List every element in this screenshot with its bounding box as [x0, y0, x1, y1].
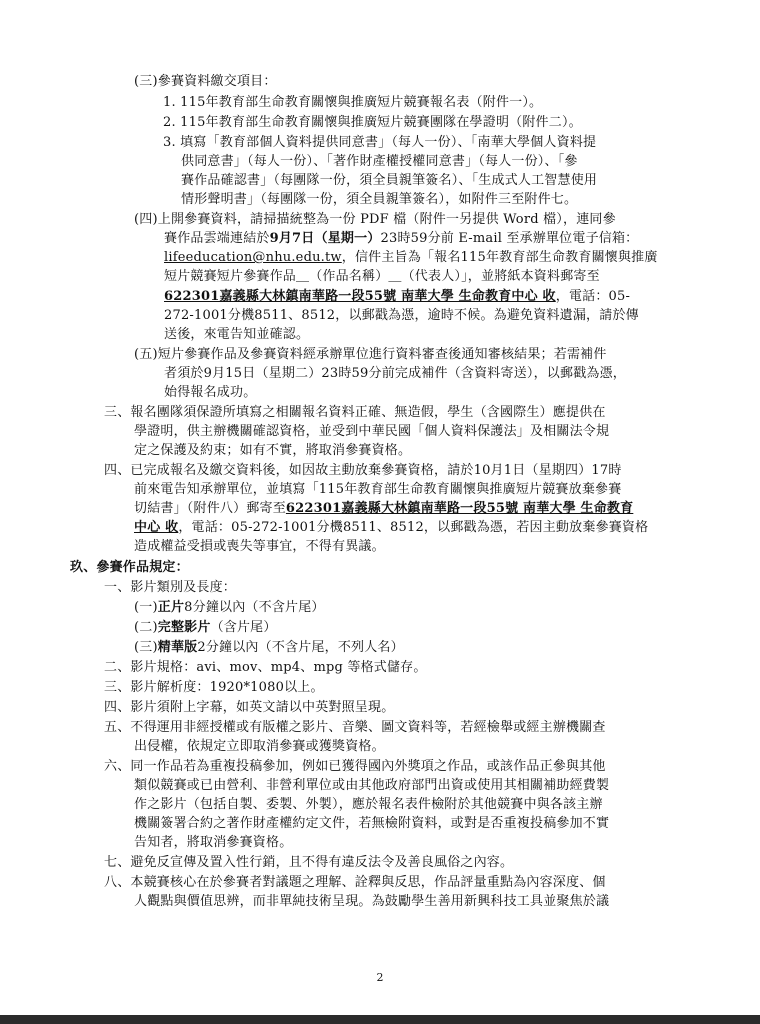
text-line: [134, 519, 648, 536]
text-run: ，電話：05-: [555, 289, 631, 304]
text-line: [163, 134, 596, 151]
text-run: ，電話：05-272-1001分機8511、8512，以郵戳為憑，若因主動放棄參賽資格: [178, 520, 649, 535]
text-run: ，信件主旨為「報名115年教育部生命教育關懷與推廣: [341, 250, 658, 265]
text-line: [104, 404, 606, 421]
text-line: [134, 442, 411, 459]
text-run: (五)短片參賽作品及參賽資料經承辦單位進行資料審查後通知審核結果；若需補件: [134, 347, 607, 362]
text-line: [104, 679, 324, 696]
text-run: 2. 115年教育部生命教育關懷與推廣短片競賽團隊在學證明（附件二）。: [163, 115, 582, 130]
text-run: 9月7日（星期一）: [269, 231, 381, 246]
text-run: 類似競賽或已由營利、非營利單位或由其他政府部門出資或使用其相關補助經費製: [134, 778, 610, 793]
text-line: [134, 796, 603, 813]
text-run: 五、不得運用非經授權或有版權之影片、音樂、圖文資料等，若經檢舉或經主辦機關查: [104, 720, 606, 735]
text-run: 622301嘉義縣大林鎮南華路一段55號 南華大學 生命教育中心 收: [164, 289, 556, 304]
text-run: (四)上開參賽資料，請掃描統整為一份 PDF 檔（附件一另提供 Word 檔），連同參: [134, 212, 616, 227]
text-run: (三)參賽資料繳交項目：: [134, 74, 277, 89]
text-run: 中心 收: [134, 520, 179, 535]
page-number: 2: [376, 971, 384, 984]
text-run: 機關簽署合約之著作財產權約定文件，若無檢附資料，或對是否重複投稿參加不實: [134, 816, 610, 831]
text-line: [134, 815, 609, 832]
text-line: [104, 758, 606, 775]
text-run: 四、已完成報名及繳交資料後，如因故主動放棄參賽資格，請於10月1日（星期四）17時: [104, 463, 622, 478]
text-line: [164, 384, 256, 401]
text-run: 告知者，將取消參賽資格。: [134, 835, 293, 850]
text-run: 送後，來電告知並確認。: [164, 327, 310, 342]
text-run: 3. 填寫「教育部個人資料提供同意書」（每人一份）、「南華大學個人資料提: [163, 135, 597, 150]
text-line: [181, 191, 577, 208]
text-run: 1. 115年教育部生命教育關懷與推廣短片競賽報名表（附件一）。: [163, 95, 543, 110]
text-run: 一、影片類別及長度：: [104, 580, 237, 595]
text-run: 23時59分前 E-mail 至承辦單位電子信箱：: [380, 231, 639, 246]
text-line: [164, 288, 630, 305]
text-line: [104, 699, 394, 716]
text-run: 四、影片須附上字幕，如英文請以中英對照呈現。: [104, 700, 395, 715]
text-line: [134, 619, 277, 636]
text-line: [134, 500, 633, 517]
text-run: (一): [134, 600, 158, 615]
text-run: 二、影片規格：avi、mov、mp4、mpg 等格式儲存。: [104, 660, 427, 675]
text-run: 出侵權，依規定立即取消參賽或獲獎資格。: [134, 739, 385, 754]
text-run: (二): [134, 620, 158, 635]
text-run: 前來電告知承辦單位，並填寫「115年教育部生命教育關懷與推廣短片競賽放棄參賽: [134, 482, 622, 497]
text-line: [134, 211, 616, 228]
text-run: 七、避免反宣傳及置入性行銷，且不得有違反法令及善良風俗之內容。: [104, 855, 514, 870]
text-line: [164, 307, 639, 324]
text-run: 短片競賽短片參賽作品＿（作品名稱）＿（代表人）」，並將紙本資料郵寄至: [164, 269, 600, 284]
text-line: [181, 153, 578, 170]
text-run: 六、同一作品若為重複投稿參加，例如已獲得國內外獎項之作品，或該作品正參與其他: [104, 759, 606, 774]
text-run: 者須於9月15日（星期二）23時59分前完成補件（含資料寄送），以郵戳為憑，: [164, 366, 626, 381]
text-line: [104, 854, 513, 871]
text-line: [134, 777, 609, 794]
text-line: [134, 481, 621, 498]
text-line: [164, 249, 658, 266]
text-line: [164, 268, 600, 285]
text-run: 精華版: [157, 640, 198, 655]
text-run: lifeeducation@nhu.edu.tw: [164, 250, 342, 265]
text-run: 供同意書」（每人一份）、「著作財產權授權同意書」（每人一份）、「參: [181, 154, 578, 169]
text-line: [134, 538, 385, 555]
text-run: （含片尾）: [210, 620, 277, 635]
text-line: [104, 874, 606, 891]
text-run: (三): [134, 640, 158, 655]
text-line: [164, 365, 626, 382]
text-line: [134, 893, 609, 910]
text-run: 賽作品雲端連結於: [164, 231, 270, 246]
text-line: [134, 639, 404, 656]
text-run: 始得報名成功。: [164, 385, 257, 400]
text-line: [164, 326, 309, 343]
text-line: [134, 599, 325, 616]
text-line: [134, 738, 385, 755]
text-line: [104, 659, 427, 676]
text-line: [163, 94, 542, 111]
text-line: [134, 73, 277, 90]
text-run: 切結書」（附件八）郵寄至: [134, 501, 286, 516]
text-run: 正片: [157, 600, 185, 615]
text-run: 造成權益受損或喪失等事宜，不得有異議。: [134, 539, 385, 554]
text-run: 學證明，供主辦機關確認資格，並受到中華民國「個人資料保護法」及相關法令規: [134, 424, 610, 439]
text-line: [164, 230, 638, 247]
text-run: 完整影片: [157, 620, 211, 635]
text-run: 2分鐘以內（不含片尾，不列人名）: [197, 640, 404, 655]
text-line: [134, 834, 292, 851]
viewer-bottom-bar: [0, 1015, 760, 1024]
text-run: 情形聲明書」（每團隊一份，須全員親筆簽名），如附件三至附件七。: [181, 192, 578, 207]
text-run: 玖、參賽作品規定：: [70, 560, 189, 575]
text-line: [104, 719, 606, 736]
text-line: [181, 172, 597, 189]
text-run: 人觀點與價值思辨，而非單純技術呈現。為鼓勵學生善用新興科技工具並聚焦於議: [134, 894, 610, 909]
text-line: [104, 462, 622, 479]
text-run: 八、本競賽核心在於參賽者對議題之理解、詮釋與反思，作品評量重點為內容深度、個: [104, 875, 606, 890]
text-run: 272-1001分機8511、8512，以郵戳為憑，逾時不候。為避免資料遺漏，請於傳: [164, 308, 639, 323]
text-run: 賽作品確認書」（每團隊一份，須全員親筆簽名）、「生成式人工智慧使用: [181, 173, 598, 188]
text-run: 定之保護及約束；如有不實，將取消參賽資格。: [134, 443, 412, 458]
text-run: 三、報名團隊須保證所填寫之相關報名資料正確、無造假，學生（含國際生）應提供在: [104, 405, 606, 420]
text-line: [134, 423, 609, 440]
text-line: [163, 114, 582, 131]
text-run: 作之影片（包括自製、委製、外製），應於報名表件檢附於其他競賽中與各該主辦: [134, 797, 603, 812]
text-run: 8分鐘以內（不含片尾）: [184, 600, 325, 615]
text-line: [70, 559, 189, 576]
text-line: [134, 346, 607, 363]
text-run: 622301嘉義縣大林鎮南華路一段55號 南華大學 生命教育: [285, 501, 634, 516]
text-line: [104, 579, 236, 596]
text-run: 三、影片解析度：1920*1080以上。: [104, 680, 324, 695]
